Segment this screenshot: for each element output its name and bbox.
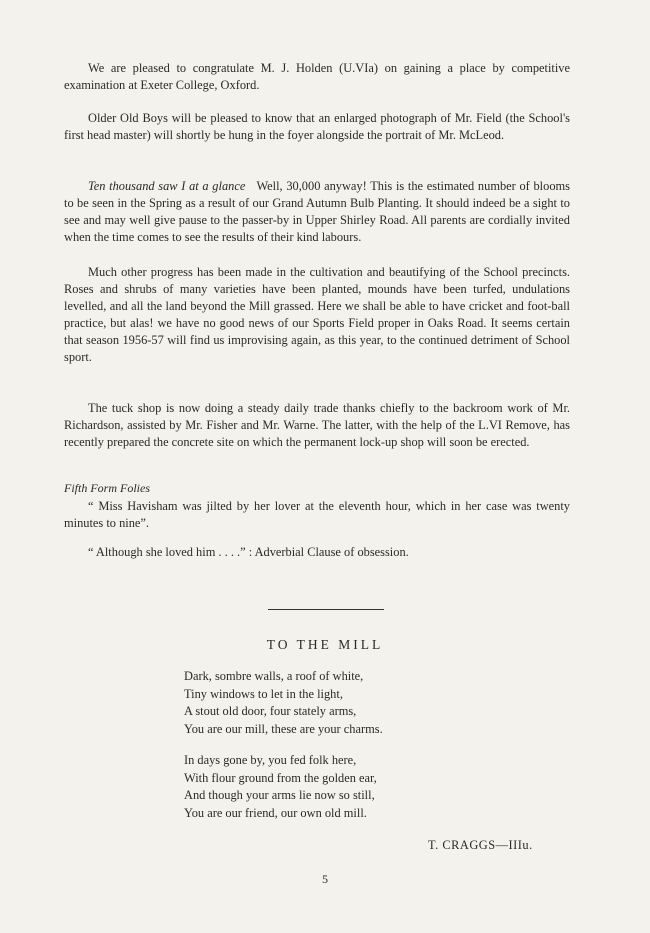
bulbs-paragraph (64, 178, 570, 246)
poem-title: TO THE MILL (266, 637, 384, 652)
poem-stanza-2 (184, 752, 484, 822)
bulbs-text: Well, 30,000 anyway! This is the estimated number of blooms to be seen in the Spring as a result of our Grand Autumn Bulb Planting. It should indeed be a sight to see and may well give pause to the passer-by in Upper Shirley Road. All parents are cordially invited when the time comes to see the results of their kind labours. (64, 179, 570, 244)
follies-quote-1: “ Miss Havisham was jilted by her lover at the eleventh hour, which in her case was twenty minutes to nine”. (64, 499, 570, 530)
section-divider (268, 609, 384, 610)
page-number: 5 (322, 872, 328, 886)
poem-line: And though your arms lie now so still, (184, 788, 375, 802)
poem-line: You are our mill, these are your charms. (184, 721, 383, 736)
poem-line: You are our friend, our own old mill. (184, 805, 367, 820)
field-paragraph: Older Old Boys will be pleased to know that an enlarged photograph of Mr. Field (the School's first head master) will shortly be hung in the foyer alongside the portrait of Mr. McLeod. (64, 111, 570, 142)
bulbs-lead-phrase: Ten thousand saw I at a glance (88, 179, 246, 193)
poem-line: With flour ground from the golden ear, (184, 770, 377, 785)
follies-quote-2: “ Although she loved him . . . .” : Adverbial Clause of obsession. (88, 545, 409, 559)
poem-line: In days gone by, you fed folk here, (184, 753, 357, 767)
follies-heading: Fifth Form Folies (64, 481, 150, 495)
poem-line: A stout old door, four stately arms, (184, 704, 357, 718)
poem-stanza-1 (184, 668, 484, 738)
progress-paragraph: Much other progress has been made in the cultivation and beautifying of the School precincts. Roses and shrubs of many varieties have been planted, mounds have been turfed, undulations levelled, and all the land beyond the Mill grassed. Here we shall be able to have cricket and foot-ball practice, but alas! we have no good news of our Sports Field proper in Oaks Road. It seems certain that season 1956-57 will find us improvising again, as this year, to the continued detriment of School sport. (64, 265, 570, 364)
holden-paragraph: We are pleased to congratulate M. J. Holden (U.VIa) on gaining a place by competitive examination at Exeter College, Oxford. (64, 61, 570, 92)
poem-line: Tiny windows to let in the light, (184, 686, 343, 701)
poem-line: Dark, sombre walls, a roof of white, (184, 669, 364, 683)
tuckshop-paragraph: The tuck shop is now doing a steady daily trade thanks chiefly to the backroom work of Mr. Richardson, assisted by Mr. Fisher and Mr. Warne. The latter, with the help of the L.VI Remove, has recently prepared the concrete site on which the permanent lock-up shop will soon be erected. (64, 401, 570, 449)
poem-author: T. CRAGGS—IIIu. (428, 838, 533, 852)
